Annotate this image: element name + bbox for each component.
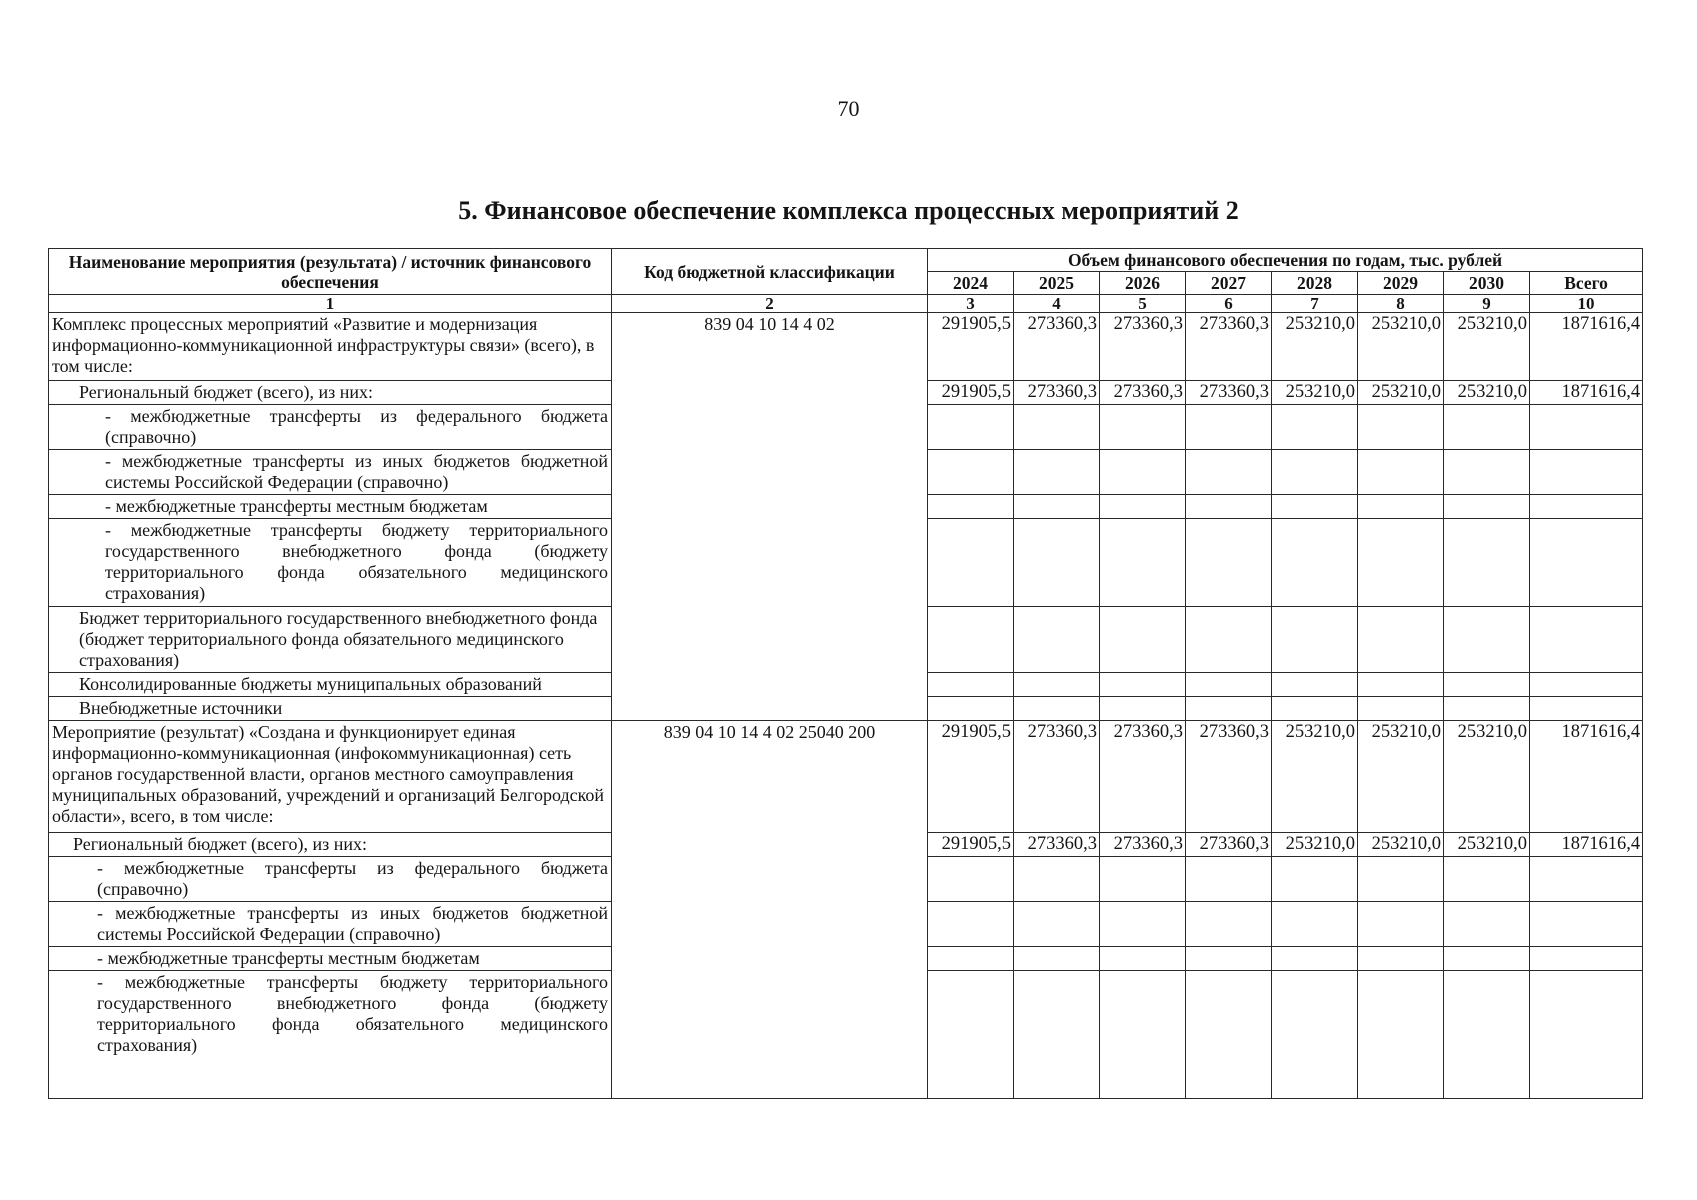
value-cell	[928, 971, 1014, 1099]
table-row	[49, 381, 1643, 405]
value-cell	[928, 405, 1014, 450]
value-cell	[1358, 450, 1444, 495]
value-cell	[1272, 495, 1358, 519]
table-row	[49, 697, 1643, 721]
column-number: 5	[1100, 295, 1186, 313]
value-cell	[1272, 857, 1358, 902]
row-name: Бюджет территориального государственного внебюджетного фонда (бюджет территориального фонда обязательного медицинского страхования)	[49, 607, 612, 673]
value-cell: 253210,0	[1444, 313, 1530, 381]
budget-code	[612, 495, 928, 519]
value-cell	[1530, 519, 1643, 607]
value-cell	[1444, 405, 1530, 450]
value-cell	[928, 495, 1014, 519]
value-cell	[1014, 857, 1100, 902]
value-cell: 273360,3	[1186, 313, 1272, 381]
value-cell	[928, 607, 1014, 673]
value-cell	[1444, 450, 1530, 495]
value-cell: 273360,3	[1100, 313, 1186, 381]
value-cell	[1272, 405, 1358, 450]
value-cell: 253210,0	[1272, 833, 1358, 857]
value-cell: 273360,3	[1014, 381, 1100, 405]
value-cell: 1871616,4	[1530, 833, 1643, 857]
value-cell	[928, 450, 1014, 495]
value-cell	[1358, 607, 1444, 673]
value-cell	[1358, 947, 1444, 971]
value-cell	[1100, 902, 1186, 947]
row-name: - межбюджетные трансферты из федерального бюджета (справочно)	[49, 857, 612, 902]
value-cell	[1272, 450, 1358, 495]
value-cell	[1358, 857, 1444, 902]
value-cell	[1272, 697, 1358, 721]
value-cell	[1100, 697, 1186, 721]
column-number: 3	[928, 295, 1014, 313]
value-cell	[1014, 495, 1100, 519]
value-cell	[1530, 495, 1643, 519]
value-cell	[1444, 519, 1530, 607]
budget-code	[612, 673, 928, 697]
budget-code	[612, 971, 928, 1099]
table-row	[49, 519, 1643, 607]
value-cell: 253210,0	[1272, 313, 1358, 381]
column-number: 7	[1272, 295, 1358, 313]
row-name: Комплекс процессных мероприятий «Развитие и модернизация информационно-коммуникационной инфраструктуры связи» (всего), в том числе:	[49, 313, 612, 381]
value-cell	[1014, 902, 1100, 947]
value-cell: 273360,3	[1186, 721, 1272, 833]
value-cell	[1444, 947, 1530, 971]
value-cell: 291905,5	[928, 313, 1014, 381]
value-cell	[1100, 405, 1186, 450]
row-name: Консолидированные бюджеты муниципальных образований	[49, 673, 612, 697]
value-cell	[1530, 947, 1643, 971]
value-cell: 273360,3	[1186, 381, 1272, 405]
value-cell	[1100, 971, 1186, 1099]
value-cell	[1358, 519, 1444, 607]
value-cell	[1444, 971, 1530, 1099]
value-cell	[1186, 902, 1272, 947]
value-cell	[1358, 902, 1444, 947]
value-cell: 253210,0	[1358, 833, 1444, 857]
header-year: 2025	[1014, 272, 1100, 295]
column-number: 10	[1530, 295, 1643, 313]
row-name: - межбюджетные трансферты бюджету территориального государственного внебюджетного фонда (бюджету территориального фонда обязательного медицинского страхования)	[49, 971, 612, 1099]
value-cell	[1530, 697, 1643, 721]
budget-code	[612, 519, 928, 607]
page-title: 5. Финансовое обеспечение комплекса процессных мероприятий 2	[458, 196, 1239, 225]
header-total: Всего	[1530, 272, 1643, 295]
header-year: 2027	[1186, 272, 1272, 295]
row-name: Региональный бюджет (всего), из них:	[49, 833, 612, 857]
column-number: 6	[1186, 295, 1272, 313]
value-cell	[1014, 519, 1100, 607]
value-cell: 273360,3	[1014, 721, 1100, 833]
value-cell	[1530, 902, 1643, 947]
table-row	[49, 405, 1643, 450]
row-name: - межбюджетные трансферты местным бюджетам	[49, 495, 612, 519]
value-cell: 291905,5	[928, 381, 1014, 405]
budget-code	[612, 857, 928, 902]
value-cell: 273360,3	[1186, 833, 1272, 857]
table-row	[49, 607, 1643, 673]
value-cell	[1186, 857, 1272, 902]
value-cell: 1871616,4	[1530, 381, 1643, 405]
value-cell	[1186, 519, 1272, 607]
budget-code	[612, 833, 928, 857]
value-cell	[1444, 902, 1530, 947]
budget-code: 839 04 10 14 4 02	[612, 313, 928, 381]
value-cell	[1530, 405, 1643, 450]
table-row	[49, 902, 1643, 947]
row-name: - межбюджетные трансферты из федерального бюджета (справочно)	[49, 405, 612, 450]
value-cell	[928, 519, 1014, 607]
header-year: 2030	[1444, 272, 1530, 295]
value-cell: 253210,0	[1272, 721, 1358, 833]
value-cell	[1358, 495, 1444, 519]
table-row	[49, 833, 1643, 857]
value-cell	[1186, 673, 1272, 697]
value-cell: 253210,0	[1444, 833, 1530, 857]
value-cell: 273360,3	[1014, 313, 1100, 381]
value-cell	[1014, 947, 1100, 971]
value-cell	[928, 697, 1014, 721]
value-cell	[1272, 519, 1358, 607]
value-cell	[1272, 607, 1358, 673]
value-cell	[1530, 971, 1643, 1099]
row-name: - межбюджетные трансферты из иных бюджетов бюджетной системы Российской Федерации (справочно)	[49, 902, 612, 947]
value-cell	[1358, 405, 1444, 450]
header-year: 2029	[1358, 272, 1444, 295]
value-cell: 273360,3	[1100, 381, 1186, 405]
value-cell	[1186, 495, 1272, 519]
value-cell	[928, 902, 1014, 947]
value-cell	[1530, 607, 1643, 673]
value-cell	[1272, 673, 1358, 697]
table-row	[49, 673, 1643, 697]
column-number: 1	[49, 295, 612, 313]
value-cell	[1100, 495, 1186, 519]
value-cell	[1100, 607, 1186, 673]
row-name: - межбюджетные трансферты местным бюджетам	[49, 947, 612, 971]
value-cell: 291905,5	[928, 721, 1014, 833]
row-name: - межбюджетные трансферты из иных бюджетов бюджетной системы Российской Федерации (справочно)	[49, 450, 612, 495]
value-cell	[1186, 971, 1272, 1099]
value-cell	[1100, 857, 1186, 902]
value-cell: 253210,0	[1358, 381, 1444, 405]
value-cell	[1100, 450, 1186, 495]
column-number: 9	[1444, 295, 1530, 313]
header-year: 2026	[1100, 272, 1186, 295]
value-cell	[1530, 857, 1643, 902]
header-name: Наименование мероприятия (результата) / источник финансового обеспечения	[49, 249, 612, 295]
value-cell	[1014, 405, 1100, 450]
value-cell: 253210,0	[1272, 381, 1358, 405]
value-cell	[1014, 971, 1100, 1099]
budget-code	[612, 697, 928, 721]
value-cell	[1444, 495, 1530, 519]
value-cell	[1014, 673, 1100, 697]
value-cell	[1100, 673, 1186, 697]
header-volume: Объем финансового обеспечения по годам, тыс. рублей	[928, 249, 1643, 272]
value-cell	[1186, 450, 1272, 495]
value-cell	[1014, 450, 1100, 495]
table-row	[49, 721, 1643, 833]
value-cell	[1358, 971, 1444, 1099]
column-number: 8	[1358, 295, 1444, 313]
row-name: - межбюджетные трансферты бюджету территориального государственного внебюджетного фонда (бюджету территориального фонда обязательного медицинского страхования)	[49, 519, 612, 607]
value-cell	[1444, 857, 1530, 902]
value-cell	[1186, 947, 1272, 971]
table-row	[49, 971, 1643, 1099]
value-cell: 253210,0	[1444, 381, 1530, 405]
value-cell	[928, 857, 1014, 902]
value-cell	[1100, 519, 1186, 607]
budget-code	[612, 902, 928, 947]
value-cell	[1272, 902, 1358, 947]
budget-code	[612, 947, 928, 971]
table-row	[49, 947, 1643, 971]
column-number: 4	[1014, 295, 1100, 313]
budget-code: 839 04 10 14 4 02 25040 200	[612, 721, 928, 833]
value-cell: 253210,0	[1358, 721, 1444, 833]
value-cell	[1272, 947, 1358, 971]
row-name: Региональный бюджет (всего), из них:	[49, 381, 612, 405]
value-cell	[1444, 697, 1530, 721]
table-row	[49, 313, 1643, 381]
table-row	[49, 450, 1643, 495]
header-year: 2028	[1272, 272, 1358, 295]
value-cell	[1186, 607, 1272, 673]
value-cell	[1358, 697, 1444, 721]
value-cell: 273360,3	[1014, 833, 1100, 857]
value-cell: 291905,5	[928, 833, 1014, 857]
value-cell: 253210,0	[1358, 313, 1444, 381]
value-cell	[1186, 405, 1272, 450]
table-row	[49, 495, 1643, 519]
value-cell	[1014, 697, 1100, 721]
column-number: 2	[612, 295, 928, 313]
header-year: 2024	[928, 272, 1014, 295]
header-code: Код бюджетной классификации	[612, 249, 928, 295]
value-cell: 1871616,4	[1530, 313, 1643, 381]
financing-table	[48, 248, 1643, 1099]
value-cell	[1444, 673, 1530, 697]
budget-code	[612, 450, 928, 495]
value-cell: 253210,0	[1444, 721, 1530, 833]
value-cell: 273360,3	[1100, 721, 1186, 833]
value-cell	[1358, 673, 1444, 697]
value-cell: 273360,3	[1100, 833, 1186, 857]
row-name: Внебюджетные источники	[49, 697, 612, 721]
value-cell	[1272, 971, 1358, 1099]
value-cell	[1186, 697, 1272, 721]
value-cell	[1014, 607, 1100, 673]
budget-code	[612, 405, 928, 450]
budget-code	[612, 381, 928, 405]
value-cell	[1100, 947, 1186, 971]
value-cell	[1444, 607, 1530, 673]
table-row	[49, 857, 1643, 902]
value-cell	[928, 947, 1014, 971]
value-cell	[928, 673, 1014, 697]
value-cell	[1530, 450, 1643, 495]
row-name: Мероприятие (результат) «Создана и функционирует единая информационно-коммуникационная (инфокоммуникационная) сеть органов государственной власти, органов местного самоуправления муниципальных образований, учреждений и организаций Белгородской области», всего, в том числе:	[49, 721, 612, 833]
value-cell	[1530, 673, 1643, 697]
page-number: 70	[837, 96, 860, 121]
value-cell: 1871616,4	[1530, 721, 1643, 833]
budget-code	[612, 607, 928, 673]
